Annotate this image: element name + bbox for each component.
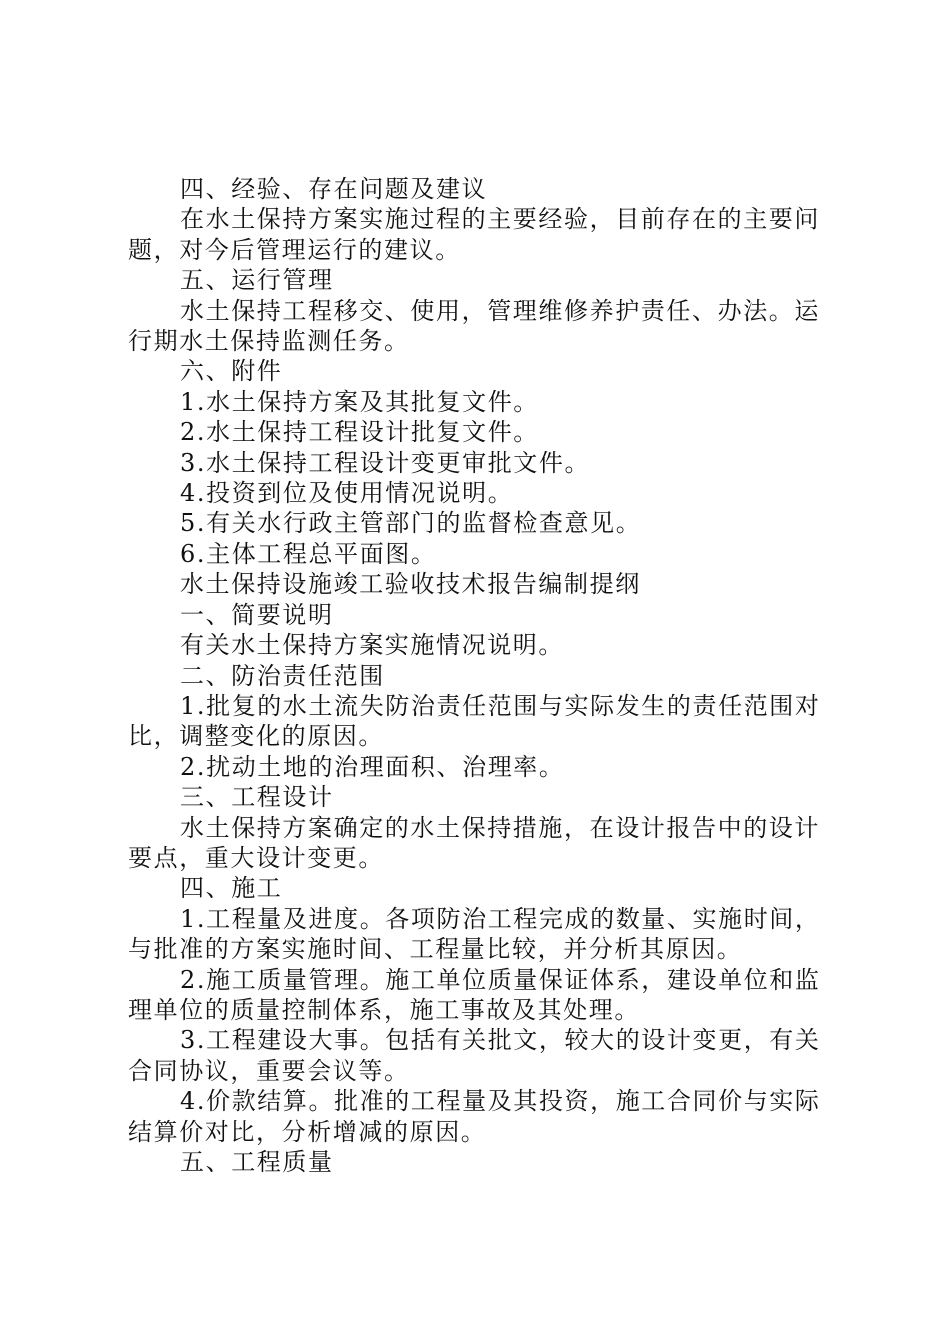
paragraph-design: 水土保持方案确定的水土保持措施，在设计报告中的设计要点，重大设计变更。: [128, 813, 820, 872]
list-item: 1.水土保持方案及其批复文件。: [180, 387, 539, 416]
list-item: 2.扰动土地的治理面积、治理率。: [180, 752, 565, 781]
paragraph-operation: 水土保持工程移交、使用，管理维修养护责任、办法。运行期水土保持监测任务。: [128, 296, 820, 356]
document-body: [128, 174, 831, 1177]
list-item: 3.工程建设大事。包括有关批文，较大的设计变更，有关合同协议，重要会议等。: [128, 1026, 821, 1085]
list-item: 2.水土保持工程设计批复文件。: [180, 418, 539, 447]
list-item: 1.批复的水土流失防治责任范围与实际发生的责任范围对比，调整变化的原因。: [128, 691, 821, 751]
heading-construction: 四、施工: [180, 874, 283, 903]
list-item: 4.投资到位及使用情况说明。: [180, 479, 514, 508]
heading-quality: 五、工程质量: [180, 1148, 334, 1176]
list-item: 5.有关水行政主管部门的监督检查意见。: [180, 509, 642, 538]
heading-responsibility: 二、防治责任范围: [180, 661, 385, 690]
section-title: 水土保持设施竣工验收技术报告编制提纲: [180, 570, 641, 599]
heading-attachments: 六、附件: [180, 357, 283, 386]
paragraph-experience: 在水土保持方案实施过程的主要经验，目前存在的主要问题，对今后管理运行的建议。: [128, 205, 820, 264]
list-item: 4.价款结算。批准的工程量及其投资，施工合同价与实际结算价对比，分析增减的原因。: [128, 1087, 821, 1146]
paragraph-summary: 有关水土保持方案实施情况说明。: [180, 631, 564, 660]
heading-summary: 一、简要说明: [180, 600, 334, 629]
heading-experience: 四、经验、存在问题及建议: [180, 175, 488, 203]
heading-operation: 五、运行管理: [180, 266, 334, 295]
list-item: 6.主体工程总平面图。: [180, 539, 437, 568]
heading-design: 三、工程设计: [180, 783, 334, 812]
list-item: 2.施工质量管理。施工单位质量保证体系，建设单位和监理单位的质量控制体系，施工事故及其处理。: [128, 965, 821, 1024]
list-item: 3.水土保持工程设计变更审批文件。: [180, 448, 591, 477]
list-item: 1.工程量及进度。各项防治工程完成的数量、实施时间，与批准的方案实施时间、工程量比较，并分析其原因。: [128, 904, 821, 964]
